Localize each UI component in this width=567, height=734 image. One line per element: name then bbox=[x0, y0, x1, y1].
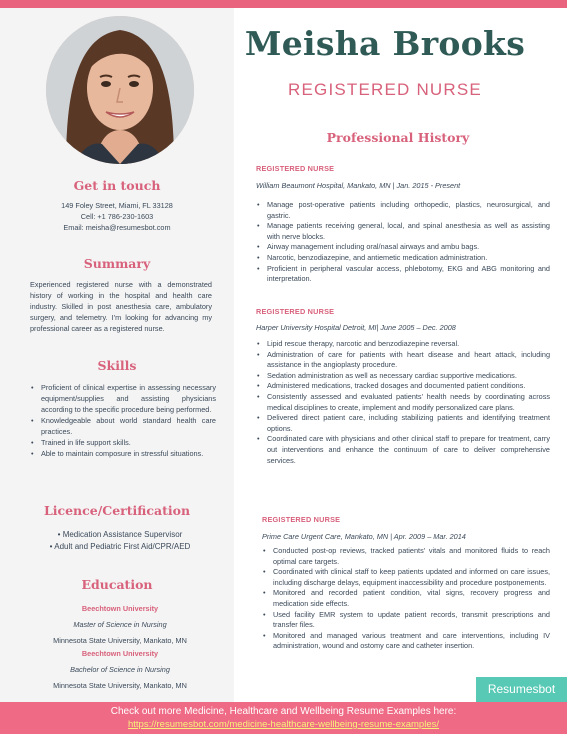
job-bullet: • Proficient in peripheral vascular access, phlebotomy, EKG and ABG monitoring and interpretation. bbox=[256, 264, 550, 285]
licence-heading: Licence/Certification bbox=[43, 503, 191, 518]
profile-photo bbox=[46, 16, 194, 164]
top-accent-bar bbox=[0, 0, 567, 8]
skills-list bbox=[30, 382, 216, 459]
job-bullet: • Conducted post-op reviews, tracked patients' vitals and monitored fluids to reach optimal care targets. bbox=[262, 546, 550, 567]
skill-item: • Able to maintain composure in stressful situations. bbox=[30, 448, 216, 459]
skill-item: • Trained in life support skills. bbox=[30, 437, 216, 448]
job-bullet: • Lipid rescue therapy, narcotic and benzodiazepine reversal. bbox=[256, 339, 550, 350]
history-heading: Professional History bbox=[326, 130, 470, 145]
candidate-title: REGISTERED NURSE bbox=[288, 80, 482, 99]
job-bullet: • Coordinated with clinical staff to keep patients updated and informed on care issues, including discharge delays, equipment inaccessibility and procedure postponements. bbox=[262, 567, 550, 588]
job-bullets bbox=[262, 546, 550, 652]
candidate-name: Meisha Brooks bbox=[244, 24, 526, 63]
skill-item: • Knowledgeable about world standard health care practices. bbox=[30, 415, 216, 437]
education-list bbox=[20, 603, 220, 692]
education-school: Beechtown University bbox=[81, 604, 159, 613]
contact-block bbox=[20, 200, 214, 233]
job-company: Prime Care Urgent Care, Mankato, MN | Apr. 2009 – Mar. 2014 bbox=[262, 532, 466, 541]
job-title: REGISTERED NURSE bbox=[262, 515, 341, 524]
job-bullet: • Manage post-operative patients including orthopedic, plastics, neurosurgical, and gastric. bbox=[256, 200, 550, 221]
job-title: REGISTERED NURSE bbox=[256, 307, 335, 316]
job-bullet: • Monitored and managed various treatment and care interventions, including IV administration, wound and ostomy care and catheter insertion. bbox=[262, 631, 550, 652]
footer-banner bbox=[0, 702, 567, 734]
job-bullet: • Monitored and recorded patient condition, vital signs, recovery progress and medication side effects. bbox=[262, 588, 550, 609]
contact-address: 149 Foley Street, Miami, FL 33128 bbox=[61, 201, 173, 210]
education-school: Beechtown University bbox=[81, 649, 159, 658]
job-bullet: • Administered medications, tracked dosages and documented patient conditions. bbox=[256, 381, 550, 392]
contact-cell: Cell: +1 786-230-1603 bbox=[80, 212, 154, 221]
job-bullet: • Used facility EMR system to update patient records, transmit prescriptions and transfer files. bbox=[262, 610, 550, 631]
job-bullets bbox=[256, 200, 550, 285]
job-bullet: • Sedation administration as well as necessary cardiac supportive medications. bbox=[256, 371, 550, 382]
footer-link[interactable]: https://resumesbot.com/medicine-healthcare-wellbeing-resume-examples/ bbox=[128, 719, 439, 730]
job-company: William Beaumont Hospital, Mankato, MN | Jan. 2015 - Present bbox=[256, 181, 461, 190]
education-degree: Bachelor of Science in Nursing bbox=[70, 665, 170, 674]
job-bullet: • Coordinated care with physicians and other clinical staff to prepare for treatment, carry out interventions and enhance the continuum of care to deliver comprehensive services. bbox=[256, 434, 550, 466]
education-location: Minnesota State University, Mankato, MN bbox=[53, 681, 187, 690]
education-location: Minnesota State University, Mankato, MN bbox=[53, 636, 187, 645]
job-bullet: • Airway management including oral/nasal airways and ambu bags. bbox=[256, 242, 550, 253]
licence-item: • Medication Assistance Supervisor bbox=[57, 530, 183, 539]
job-bullet: • Manage patients receiving general, local, and spinal anesthesia as well as assisting with nerve blocks. bbox=[256, 221, 550, 242]
education-heading: Education bbox=[81, 577, 153, 592]
footer-text: Check out more Medicine, Healthcare and Wellbeing Resume Examples here: bbox=[110, 706, 457, 717]
licence-list bbox=[20, 529, 220, 553]
education-degree: Master of Science in Nursing bbox=[73, 620, 167, 629]
job-bullet: • Consistently assessed and evaluated patients' health needs by coordinating across medical disciplines to create, implement and modify personalized care plans. bbox=[256, 392, 550, 413]
job-bullet: • Narcotic, benzodiazepine, and antiemetic medication administration. bbox=[256, 253, 550, 264]
skill-item: • Proficient of clinical expertise in assessing necessary equipment/supplies and assisting physicians according to the specific procedure being performed. bbox=[30, 382, 216, 415]
contact-email[interactable]: Email: meisha@resumesbot.com bbox=[63, 223, 171, 232]
summary-text: Experienced registered nurse with a demonstrated history of working in the hospital and health care industry. Skilled in post anesthesia care, ambulatory surgery, and telemetry. I'm looking for advancing my professional career as a registered nurse. bbox=[30, 280, 212, 333]
licence-item: • Adult and Pediatric First Aid/CPR/AED bbox=[49, 542, 191, 551]
job-bullet: • Administration of care for patients with heart disease and heart attack, including assistance in the angioplasty procedure. bbox=[256, 350, 550, 371]
job-company: Harper University Hospital Detroit, MI| June 2005 – Dec. 2008 bbox=[256, 323, 456, 332]
job-title: REGISTERED NURSE bbox=[256, 164, 335, 173]
contact-heading: Get in touch bbox=[73, 178, 161, 193]
job-bullet: • Delivered direct patient care, including stabilizing patients and identifying treatment options. bbox=[256, 413, 550, 434]
summary-heading: Summary bbox=[83, 256, 151, 271]
resumesbot-badge[interactable]: Resumesbot bbox=[476, 677, 567, 702]
skills-heading: Skills bbox=[97, 358, 137, 373]
job-bullets bbox=[256, 339, 550, 466]
